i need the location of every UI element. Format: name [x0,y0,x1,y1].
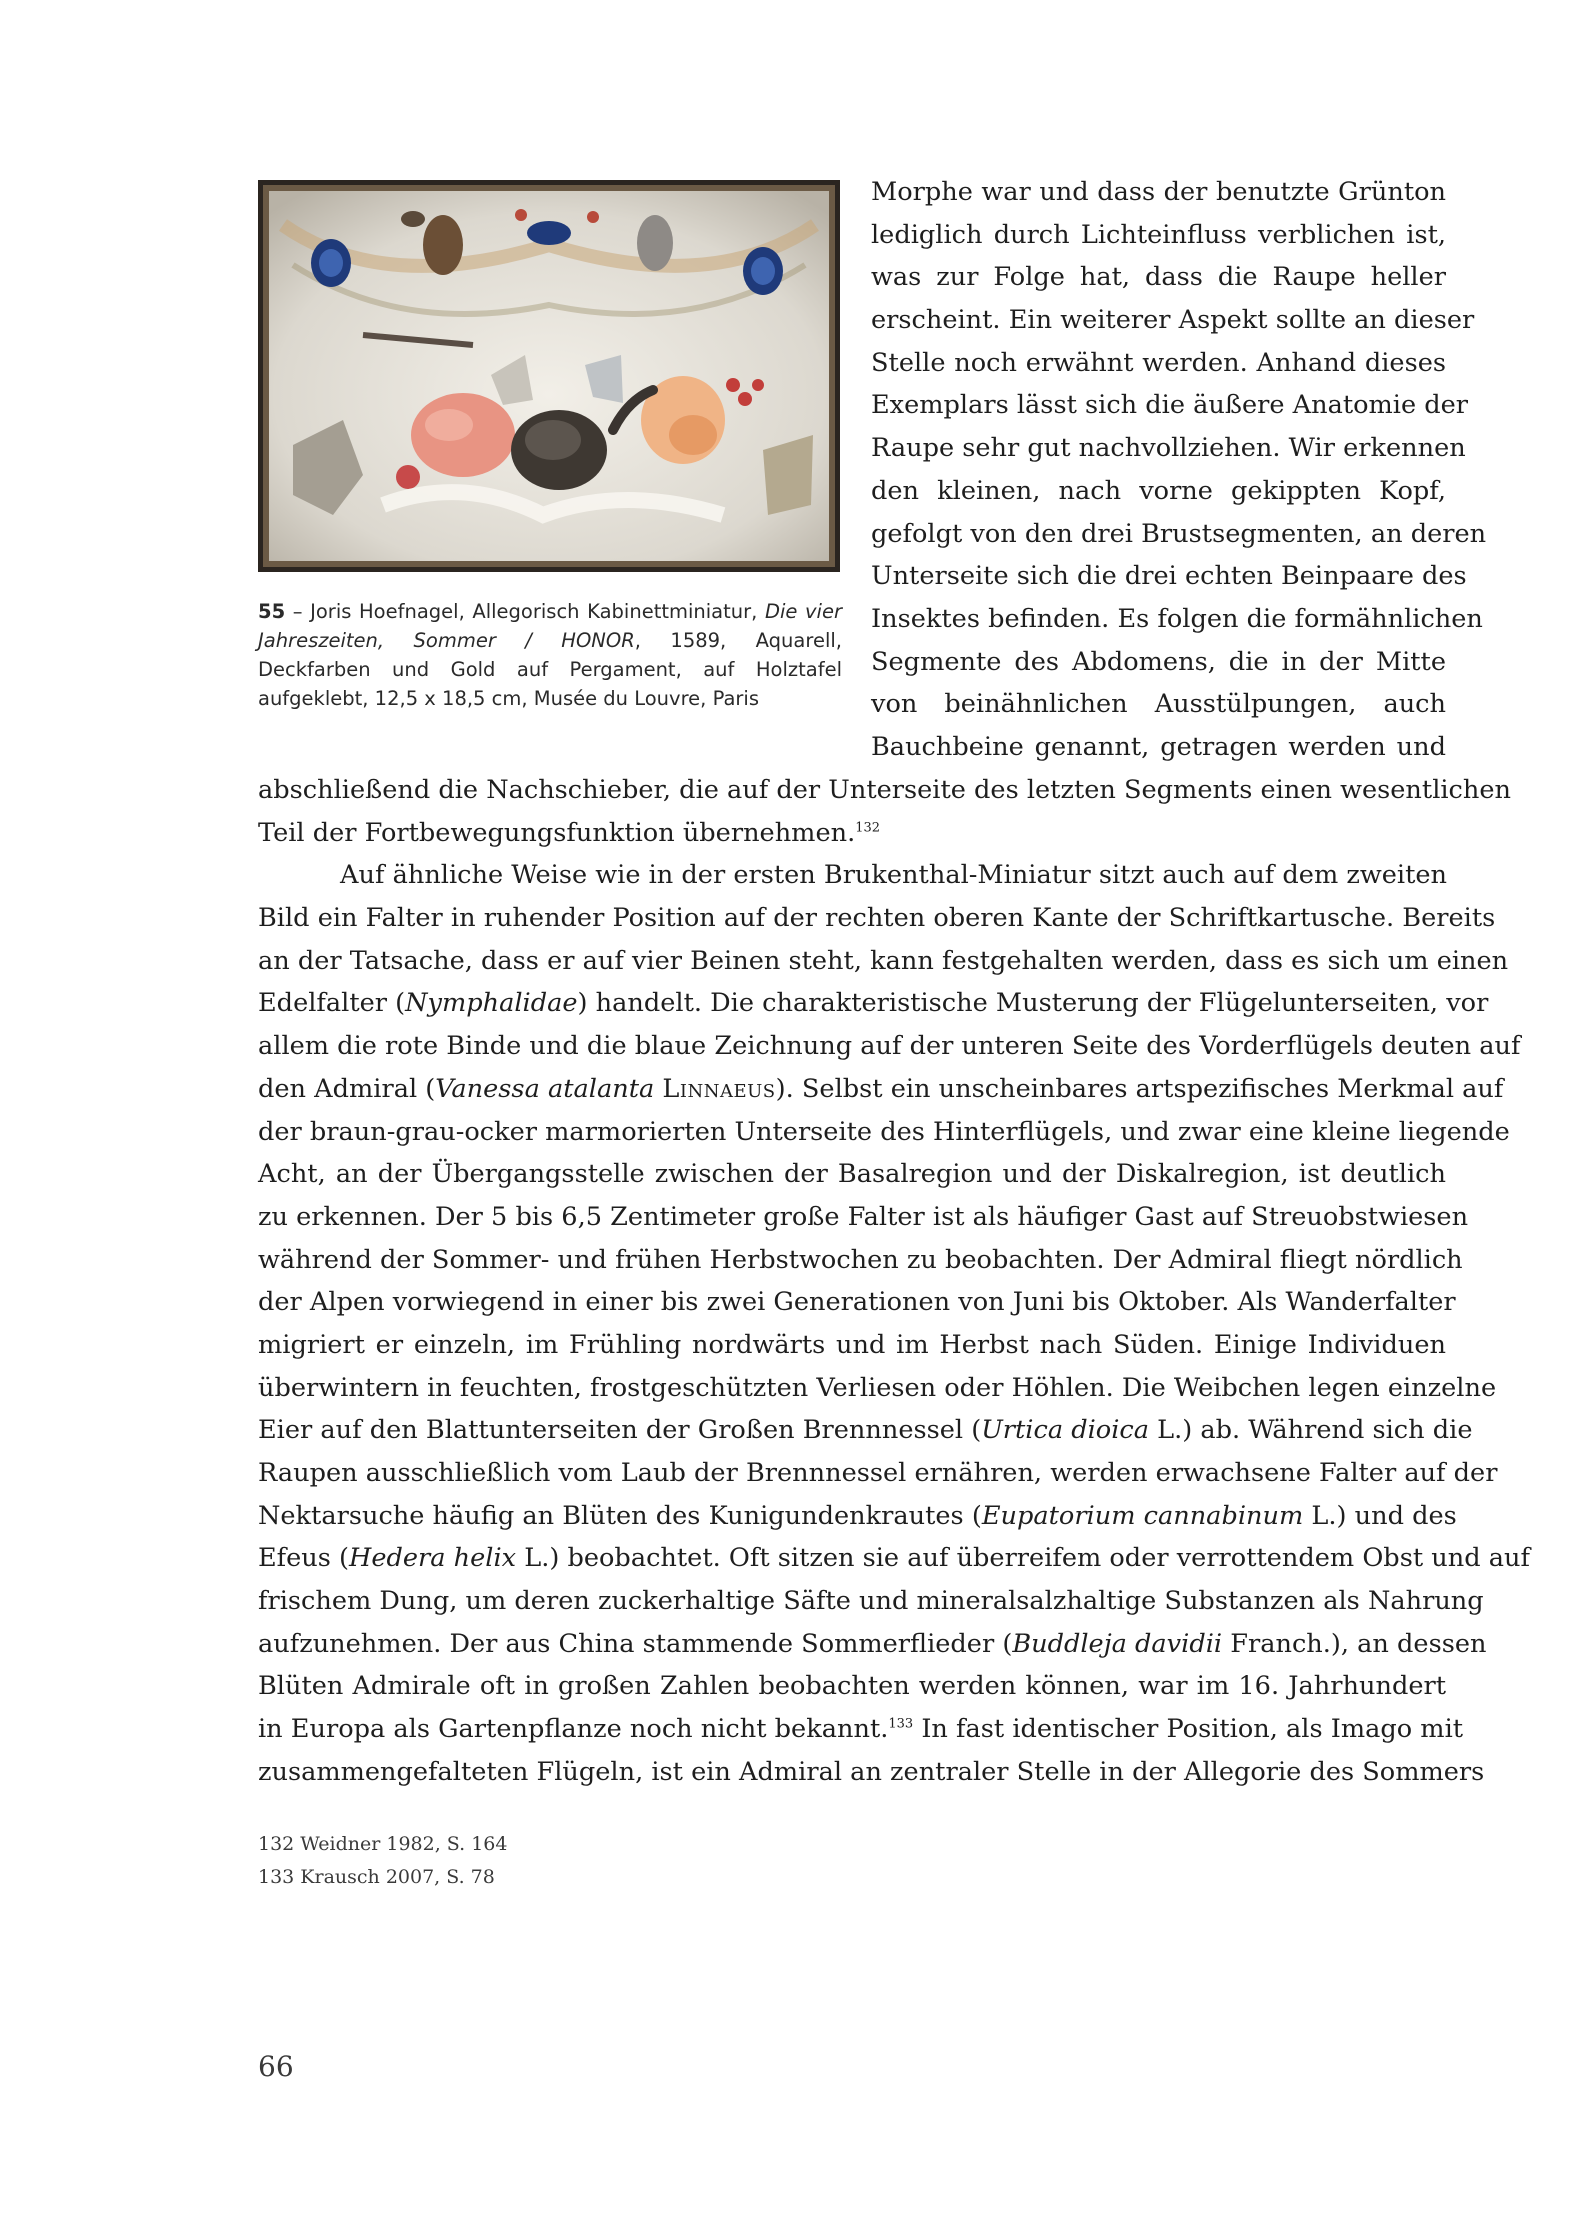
text-run: Edelfalter ( [258,988,406,1019]
text-run: L.) und des [1303,1500,1457,1531]
text-run: Franch.), an dessen [1222,1628,1487,1659]
text-run: ) handelt. Die charakteristische Musterung der Flügelunterseiten, vor [577,988,1489,1019]
author-name: Linnaeus [662,1073,776,1104]
text-run: den Admiral ( [258,1073,436,1104]
text-line: was zur Folge hat, dass die Raupe heller [871,262,1446,293]
text-line: frischem Dung, um deren zuckerhaltige Säfte und mineralsalzhaltige Substanzen als Nahrung [258,1586,1484,1617]
text-line [258,1537,1530,1580]
footnote-ref-132[interactable]: 132 [855,820,881,836]
paragraph-start: Auf ähnliche Weise wie in der ersten Brukenthal-Miniatur sitzt auch auf dem zweiten [340,860,1447,891]
text-run: ). Selbst ein unscheinbares artspezifisches Merkmal auf [775,1073,1504,1104]
text-run: Efeus ( [258,1543,350,1574]
text-line: an der Tatsache, dass er auf vier Beinen steht, kann festgehalten werden, dass es sich um einen [258,945,1509,976]
text-line [258,1623,1487,1666]
text-run: Eier auf den Blattunterseiten der Großen Brennnessel ( [258,1415,982,1446]
text-run: aufzunehmen. Der aus China stammende Sommerflieder ( [258,1628,1013,1659]
taxon-name: Eupatorium cannabinum [981,1500,1304,1531]
body-text [258,769,1530,1794]
text-line: zusammengefalteten Flügeln, ist ein Admiral an zentraler Stelle in der Allegorie des Sommers [258,1756,1485,1787]
text-run: L.) beobachtet. Oft sitzen sie auf überreifem oder verrottendem Obst und auf [516,1543,1530,1574]
text-line: gefolgt von den drei Brustsegmenten, an deren [871,518,1487,549]
text-line [258,1068,1504,1111]
text-line: abschließend die Nachschieber, die auf der Unterseite des letzten Segments einen wesentlichen [258,775,1512,805]
text-line: der Alpen vorwiegend in einer bis zwei Generationen von Juni bis Oktober. Als Wanderfalter [258,1287,1456,1318]
caption-text-a: Joris Hoefnagel, Allegorisch Kabinettminiatur, [310,600,765,623]
text-line: Exemplars lässt sich die äußere Anatomie der [871,390,1469,421]
text-run: L.) ab. Während sich die [1148,1415,1473,1446]
text-line [258,812,1446,855]
figure-painting [258,180,840,572]
text-line [258,1708,1464,1751]
taxon-name: Nymphalidae [405,988,578,1019]
taxon-name: Vanessa atalanta [435,1073,655,1104]
taxon-name: Hedera helix [349,1543,517,1574]
text-line: Raupe sehr gut nachvollziehen. Wir erkennen [871,433,1466,464]
caption-number: 55 [258,600,286,623]
text-line: von beinähnlichen Ausstülpungen, auch [871,689,1446,720]
text-line: erscheint. Ein weiterer Aspekt sollte an dieser [871,305,1475,336]
footnote-ref-133[interactable]: 133 [888,1716,914,1732]
text-run: Teil der Fortbewegungsfunktion übernehmen. [258,817,856,848]
text-line: während der Sommer- und frühen Herbstwochen zu beobachten. Der Admiral fliegt nördlich [258,1244,1463,1275]
taxon-name: Buddleja davidii [1012,1628,1223,1659]
caption-title: Die vier Jahreszeiten, Sommer / HONOR [258,600,842,652]
text-line [258,982,1489,1025]
text-line: Acht, an der Übergangsstelle zwischen der Basalregion und der Diskalregion, ist deutlich [258,1159,1446,1190]
footnote-133: 133 Krausch 2007, S. 78 [258,1866,495,1888]
text-line: allem die rote Binde und die blaue Zeichnung auf der unteren Seite des Vorderflügels deuten auf [258,1031,1521,1062]
text-line: Stelle noch erwähnt werden. Anhand dieses [871,347,1446,378]
text-line: der braun-grau-ocker marmorierten Unterseite des Hinterflügels, und zwar eine kleine liegende [258,1116,1510,1147]
footnote-132: 132 Weidner 1982, S. 164 [258,1833,508,1855]
text-line [258,1409,1473,1452]
text-line: Insektes befinden. Es folgen die formähnlichen [871,603,1483,634]
caption-text-b: , 1589, Aquarell, Deckfarben und Gold auf Pergament, auf Holztafel aufgeklebt, 12,5 x 18,5 cm, Musée du Louvre, Paris [258,629,842,710]
text-line: lediglich durch Lichteinfluss verblichen ist, [871,219,1446,250]
page-number: 66 [258,2050,294,2083]
text-line: den kleinen, nach vorne gekippten Kopf, [871,475,1446,506]
text-run: in Europa als Gartenpflanze noch nicht bekannt. [258,1714,889,1745]
text-line: Segmente des Abdomens, die in der Mitte [871,646,1446,677]
text-line: migriert er einzeln, im Frühling nordwärts und im Herbst nach Süden. Einige Individuen [258,1329,1446,1360]
text-run: In fast identischer Position, als Imago mit [913,1714,1464,1745]
text-line: Bild ein Falter in ruhender Position auf der rechten oberen Kante der Schriftkartusche. Bereits [258,903,1496,934]
text-run: Nektarsuche häufig an Blüten des Kunigundenkrautes ( [258,1500,982,1531]
text-line: zu erkennen. Der 5 bis 6,5 Zentimeter große Falter ist als häufiger Gast auf Streuobstwiesen [258,1201,1469,1232]
caption-dash: – [285,600,311,623]
painting-illustration [263,185,835,567]
taxon-name: Urtica dioica [981,1415,1149,1446]
right-column-text [871,171,1487,769]
text-line: überwintern in feuchten, frostgeschützten Verliesen oder Höhlen. Die Weibchen legen einzelne [258,1372,1497,1403]
text-line: Morphe war und dass der benutzte Grünton [871,177,1446,207]
text-line: Blüten Admirale oft in großen Zahlen beobachten werden können, war im 16. Jahrhundert [258,1671,1446,1702]
text-line: Unterseite sich die drei echten Beinpaare des [871,561,1467,592]
text-line: Bauchbeine genannt, getragen werden und [871,731,1446,762]
figure-caption [258,597,842,713]
text-line [258,1495,1457,1538]
text-line: Raupen ausschließlich vom Laub der Brennnessel ernähren, werden erwachsene Falter auf der [258,1458,1498,1488]
footnotes [258,1828,958,1894]
